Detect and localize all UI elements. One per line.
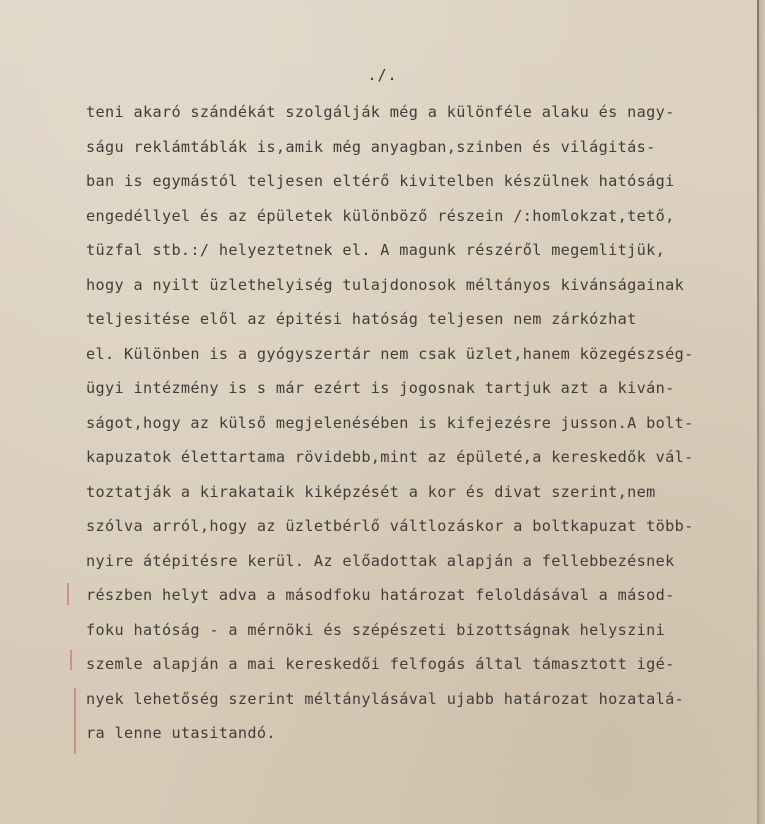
- text-line: ban is egymástól teljesen eltérő kivitelben készülnek hatósági: [86, 172, 675, 190]
- text-line: teni akaró szándékát szolgálják még a különféle alaku és nagy-: [86, 103, 675, 121]
- text-line: el. Különben is a gyógyszertár nem csak üzlet,hanem közegészség-: [86, 344, 694, 363]
- page-edge-line: [757, 0, 759, 824]
- text-line: toztatják a kirakataik kiképzését a kor és divat szerint,nem: [86, 482, 656, 501]
- text-line: ságot,hogy az külső megjelenésében is kifejezésre jusson.A bolt-: [86, 413, 694, 432]
- typewritten-body: [86, 100, 756, 756]
- text-line: ügyi intézmény is s már ezért is jogosnak tartjuk azt a kiván-: [86, 379, 675, 397]
- red-margin-mark: [67, 583, 69, 605]
- text-line: ságu reklámtáblák is,amik még anyagban,szinben és világitás-: [86, 137, 656, 156]
- text-line: szólva arról,hogy az üzletbérlő váltlozáskor a boltkapuzat több-: [86, 517, 694, 535]
- page-edge-shadow: [759, 0, 765, 824]
- text-line: nyek lehetőség szerint méltánylásával ujabb határozat hozatalá-: [86, 689, 685, 708]
- text-line: szemle alapján a mai kereskedői felfogás által támasztott igé-: [86, 655, 675, 673]
- text-line: tüzfal stb.:/ helyeztetnek el. A magunk részéről megemlitjük,: [86, 241, 666, 259]
- text-line: teljesitése elől az épitési hatóság teljesen nem zárkózhat: [86, 310, 637, 328]
- red-margin-mark: [74, 688, 76, 754]
- text-line: kapuzatok élettartama rövidebb,mint az épületé,a kereskedők vál-: [86, 448, 694, 466]
- red-margin-mark: [70, 650, 72, 670]
- text-line: hogy a nyilt üzlethelyiség tulajdonosok méltányos kivánságainak: [86, 275, 685, 294]
- text-line: engedéllyel és az épületek különböző részein /:homlokzat,tető,: [86, 206, 675, 225]
- text-line: foku hatóság - a mérnöki és szépészeti bizottságnak helyszini: [86, 620, 666, 639]
- text-line: részben helyt adva a másodfoku határozat feloldásával a másod-: [86, 586, 675, 604]
- text-line: nyire átépitésre kerül. Az előadottak alapján a fellebbezésnek: [86, 551, 675, 570]
- text-line: ra lenne utasitandó.: [86, 724, 276, 742]
- page-number: ./.: [367, 66, 398, 84]
